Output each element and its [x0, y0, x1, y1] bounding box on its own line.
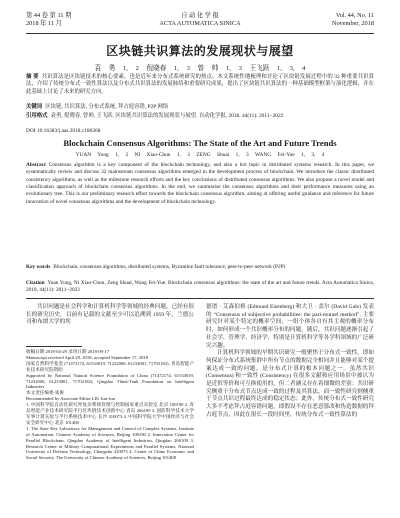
author-en: ZENG Shuai 1, 3: [196, 152, 249, 158]
footnotes: [26, 346, 194, 461]
running-header: [26, 12, 374, 34]
abstract-cn-text: 共识算法是区块链技术的核心要素，也是近年来分布式系统研究的热点。本文系统性地梳理和讨论了区块链发展过程中的 32 种重要共识算法，介绍了传统分布式一致性算法以及分布式共识算法的发展脉络和重要研究成果，提出了区块链共识算法的一种基础模型框架与演化逻辑，并在此基础上讨论了未来的研究方向。: [26, 74, 374, 95]
author-cn: 倪晓春 1, 3: [146, 65, 190, 72]
abstract-en-label: Abstract: [26, 162, 46, 168]
footnote: Recommended by Associate Editor LIU Jun-Jun: [26, 396, 115, 402]
footnote: 收稿日期 2018-04-29 录用日期 2018-09-17: [26, 349, 110, 354]
body-paragraph: 计算机科学领域的早期共识研究一般聚焦于分布式一致性，即如何保证分布式系统集群中所有节点的数据完全相同并且能够对某个提案达成一致的问题，是分布式计算的根本问题之一。虽然共识 (Consensus) 和一致性 (Consistency) 在很多文献和应用场景中被认为是近似等价和可互换使用的，但二者涵义存在着细微的差别：共识研究侧重于分布式节点达成一致的过程及其算法，而一致性研究则侧重于节点共识过程最终达成的稳定状态；此外，传统分布式一致性研究大多不考虑拜占庭容错问题，即假设不存在恶意篡改和伪造数据的拜占庭节点，因此在很长一段时间里，传统分布式一致性算法的: [206, 350, 374, 418]
journal-cn: 自 动 化 学 报: [181, 12, 219, 19]
body-paragraph: 共识问题是社会科学和计算机科学等领域的经典问题，已经有很长的研究历史。目前有记载的文献至少可以追溯到 1959 年，兰德公司和布朗大学的埃: [26, 304, 194, 326]
author-en: YUAN Yong 1, 2: [75, 152, 129, 158]
volume-cn: 第 44 卷 第 11 期: [26, 12, 72, 19]
body-column-right: [206, 304, 374, 420]
abstract-cn-label: 摘 要: [26, 74, 39, 80]
body-paragraph: 德谱 · 艾森伯格 (Edmund Eisenberg) 和大卫 · 盖尔 (David Gale) 发表的 “Consensus of subjective probabilities: the pari-mutuel method”, 主要研究针对某个特定的概率空间，一组个体各自有其主观的概率分布时，如何形成一个共识概率分布的问题。随后，共识问题逐渐引起了社会学、管理学、经济学，特别是计算机科学等各学科领域的广泛研究兴趣。: [206, 304, 374, 349]
citation-cn: [26, 113, 374, 120]
author-en: NI Xiao-Chun 1, 3: [134, 152, 190, 158]
footnote: 1. The State Key Laboratory for Management and Control of Complex Systems, Institute of Automation, Chinese Academy of Sciences, Beijing 100190 2. Innovation Center for Parallel Blockchain, Qingdao Academy of Intelligent Industries, Qingdao 266109 3. Research Center of Military Computational Experiments and Parallel Systems, National University of Defense Technology, Changsha 410073 4. Center of China Economic and Social Security, The University of Chinese Academy of Sciences, Beijing 101408: [26, 425, 194, 461]
header-rule: [26, 33, 374, 34]
footnote-rule: [26, 346, 82, 347]
body-column-left: [26, 304, 194, 327]
citation-cn-text: 袁勇, 倪晓春, 曾帅, 王飞跃. 区块链共识算法的发展现状与展望. 自动化学报, 2018, 44(11): 2011−2022: [50, 113, 284, 119]
citation-cn-label: 引用格式: [26, 113, 48, 119]
title-en: Blockchain Consensus Algorithms: The State of the Art and Future Trends: [63, 138, 337, 148]
date-cn: 2018 年 11 月: [26, 20, 62, 27]
footnote: 国家自然科学基金 (71472174, 61533019, 71232006, 61233001, 71702182), 青岛智能产业技术研究院资助: [26, 360, 194, 372]
author-en: WANG Fei-Yue 1, 3, 4: [255, 152, 325, 158]
author-cn: 王飞跃 1, 3, 4: [249, 65, 306, 72]
citation-en-text: Yuan Yong, Ni Xiao-Chun, Zeng Shuai, Wang Fei-Yue. Blockchain consensus algorithms: the state of the art and future trends. Acta Automatica Sinica, 2018, 44(11): 2011−2022: [26, 280, 374, 294]
keywords-en-text: Blockchain, consensus algorithms, distributed systems, Byzantine fault tolerance, peer-to-peer network (P2P): [53, 264, 286, 270]
abstract-en: [26, 162, 374, 206]
author-cn: 袁 勇 1, 2: [94, 65, 139, 72]
citation-en-label: Citation: [26, 280, 45, 286]
journal-en: ACTA AUTOMATICA SINICA: [159, 20, 241, 27]
title-cn: 区块链共识算法的发展现状与展望: [106, 44, 294, 58]
abstract-en-text: Consensus algorithm is a key component of the blockchain technology, and also a hot topic in distributed systems research. In this paper, we systematically review and discuss 32 mainstream consensus algorithms emerged in the development process of blockchain. We introduce the classic distributed consistency algorithms, as well as the milestone research efforts and the key conclusions of distributed consensus algorithms. We also propose a novel model and classification approach of blockchain consensus algorithms. In the end, we summarize the consensus algorithms and their performance measures using an evolutionary tree. This is our preliminary research effort towards the blockchain consensus algorithm, aiming at offering useful guidance and reference for future innovation of novel consensus algorithms and the development of blockchain technology.: [26, 162, 374, 205]
abstract-rule: [26, 298, 374, 299]
author-cn: 曾 帅 1, 3: [197, 65, 242, 72]
keywords-en: [26, 264, 374, 271]
keywords-cn: [26, 104, 374, 111]
keywords-cn-label: 关键词: [26, 104, 43, 110]
keywords-en-label: Key words: [26, 264, 51, 270]
footnote: Manuscript received April 29, 2018; accepted September 17, 2018: [26, 354, 148, 360]
authors-en: [0, 152, 400, 158]
footnote: 1. 中国科学院自动化研究所复杂系统管理与控制国家重点实验室 北京 100190 2. 青岛智能产业技术研究院平行区块链技术创新中心 青岛 266109 3. 国防科学技术大学军事计算实验与平行系统技术中心 长沙 410073 4. 中国科学院大学中国经济与社会安全研究中心 北京 101408: [26, 402, 194, 425]
footnote: 本文责任编委 张俊: [26, 390, 64, 396]
citation-en: [26, 280, 374, 295]
footnote: Supported by National Natural Science Foundation of China (71472174, 61533019, 71232006, 61233001, 71702182), Qingdao Think-Tank Foundation on Intelligent Industries: [26, 372, 194, 390]
doi: DOI 10.16383/j.aas.2018.c180268: [26, 128, 101, 134]
authors-cn: [0, 62, 400, 72]
keywords-cn-text: 区块链, 共识算法, 分布式系统, 拜占庭容错, P2P 网络: [45, 104, 169, 110]
date-en: November, 2018: [331, 20, 374, 27]
volume-en: Vol. 44, No. 11: [335, 12, 374, 19]
abstract-cn: [26, 74, 374, 96]
